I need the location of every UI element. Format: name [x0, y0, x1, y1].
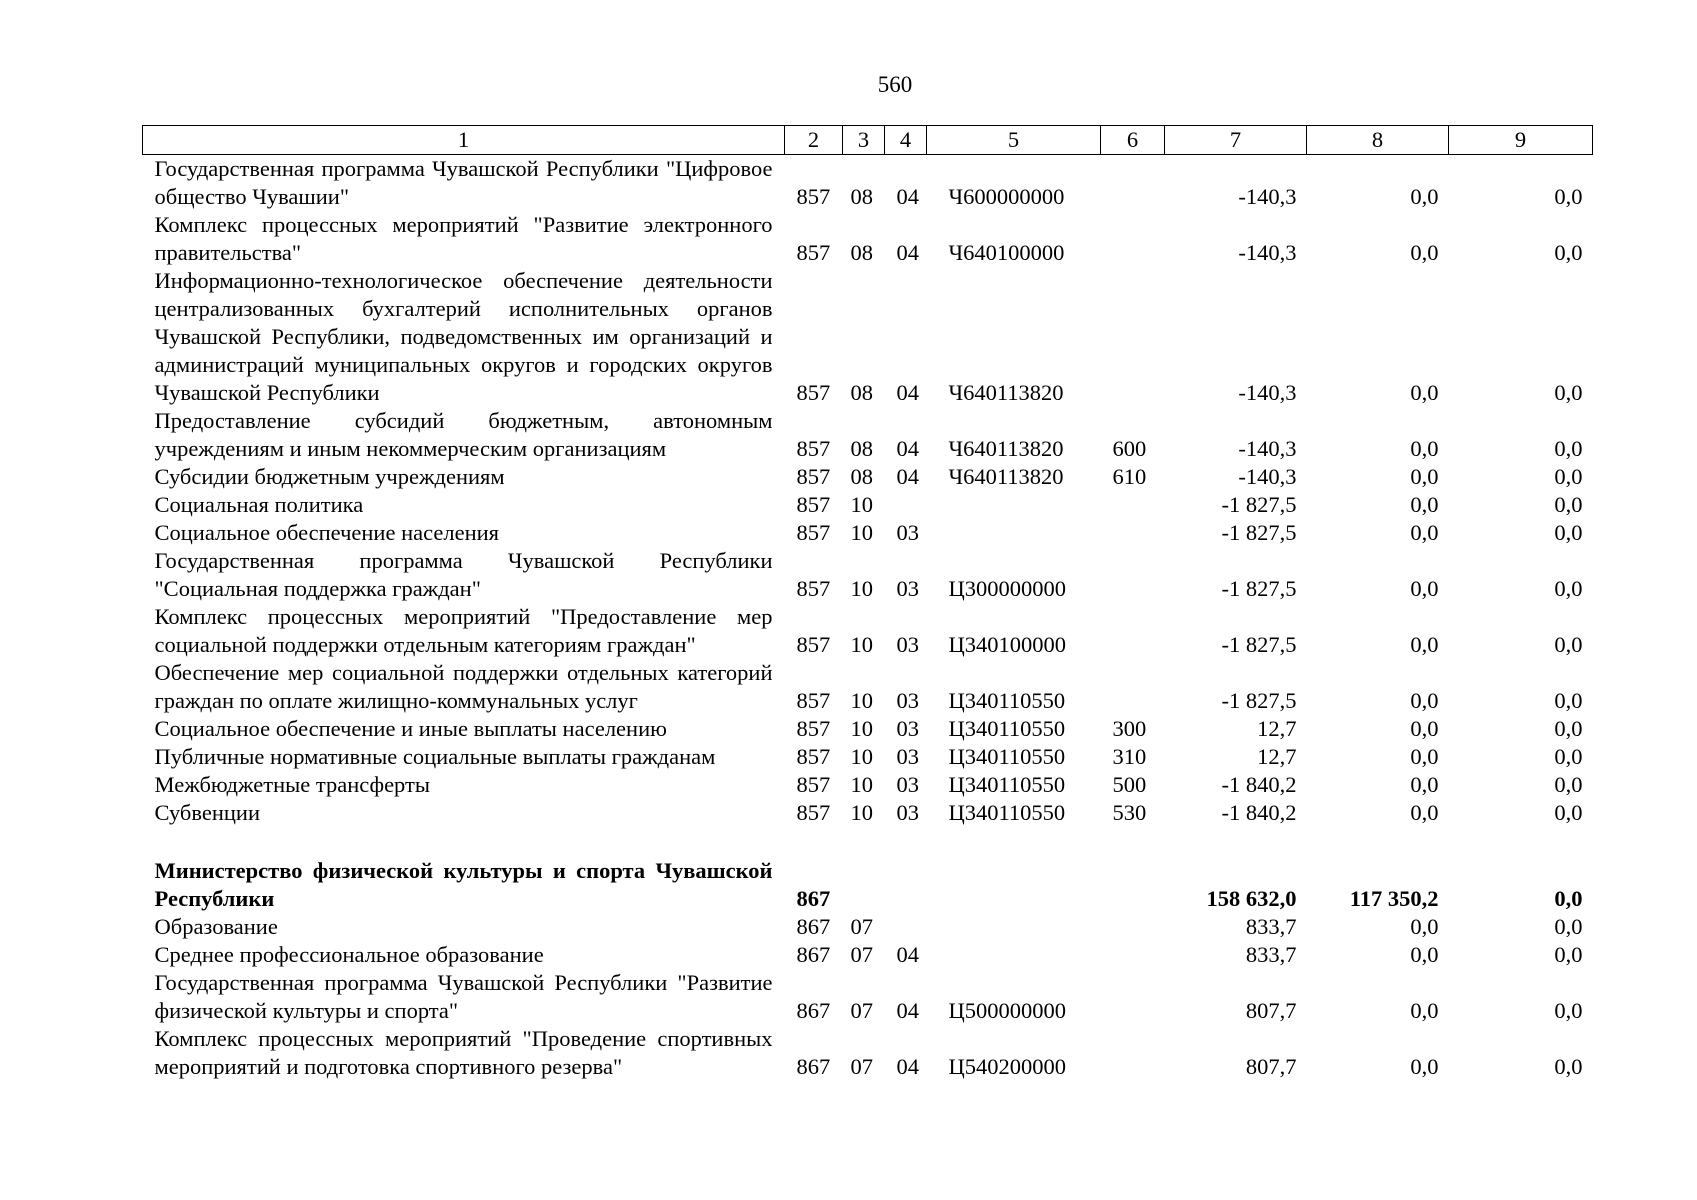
amount-col7: -1 840,2 [1221, 800, 1297, 825]
expense-type-code [1101, 941, 1165, 969]
ministry-code: 857 [796, 772, 831, 797]
section-code: 10 [850, 576, 873, 601]
section-code: 10 [850, 520, 873, 545]
table-row [143, 267, 1593, 407]
table-row [143, 519, 1593, 547]
expense-type-code [1101, 857, 1165, 913]
amount-col9: 0,0 [1554, 998, 1583, 1023]
expense-type-code [1101, 603, 1165, 659]
target-article-code: Ч640113820 [948, 464, 1064, 489]
amount-col8: 0,0 [1410, 688, 1439, 713]
ministry-code: 857 [796, 744, 831, 769]
amount-col9: 0,0 [1554, 380, 1583, 405]
table-row [143, 407, 1593, 463]
subsection-code: 03 [896, 800, 919, 825]
expense-type-code: 610 [1112, 464, 1147, 489]
target-article-code: Ц340110550 [948, 688, 1066, 713]
column-header: 2 [785, 126, 843, 155]
amount-col9: 0,0 [1554, 632, 1583, 657]
amount-col7: -1 827,5 [1221, 688, 1297, 713]
amount-col7: -140,3 [1238, 380, 1297, 405]
amount-col9: 0,0 [1554, 716, 1583, 741]
target-article-code [927, 941, 1101, 969]
table-row [143, 603, 1593, 659]
section-code: 08 [850, 240, 873, 265]
section-code: 08 [850, 436, 873, 461]
item-name: Социальная политика [154, 492, 364, 517]
table-row [143, 659, 1593, 715]
ministry-code: 857 [796, 800, 831, 825]
item-name: Предоставление субсидий бюджетным, автономным учреждениям и иным некоммерческим организациям [154, 408, 773, 461]
amount-col8: 0,0 [1410, 914, 1439, 939]
target-article-code [927, 491, 1101, 519]
page-number: 560 [877, 72, 913, 97]
item-name: Социальное обеспечение населения [154, 520, 500, 545]
section-code: 10 [850, 492, 873, 517]
target-article-code [927, 519, 1101, 547]
subsection-code: 04 [896, 380, 919, 405]
ministry-code: 867 [796, 914, 831, 939]
expense-type-code: 530 [1112, 800, 1147, 825]
item-name: Субвенции [154, 800, 260, 825]
amount-col8: 0,0 [1410, 1054, 1439, 1079]
item-name: Информационно-технологическое обеспечение деятельности централизованных бухгалтерий исполнительных органов Чувашской Республики, подведомственных им организаций и администраций муниципальных округов и городских округов Чувашской Республики [154, 268, 773, 405]
ministry-code: 857 [796, 688, 831, 713]
amount-col8: 0,0 [1410, 240, 1439, 265]
amount-col7: 807,7 [1245, 1054, 1297, 1079]
ministry-code: 867 [796, 998, 831, 1023]
expense-type-code [1101, 155, 1165, 212]
subsection-code: 04 [896, 942, 919, 967]
subsection-code: 03 [896, 632, 919, 657]
amount-col9: 0,0 [1554, 184, 1583, 209]
table-row [143, 155, 1593, 212]
amount-col9: 0,0 [1554, 240, 1583, 265]
target-article-code: Ч600000000 [948, 184, 1065, 209]
section-code: 10 [850, 688, 873, 713]
expense-type-code [1101, 267, 1165, 407]
amount-col9: 0,0 [1554, 800, 1583, 825]
spacer-cell [143, 827, 1593, 857]
ministry-code: 857 [796, 240, 831, 265]
subsection-code [885, 491, 927, 519]
amount-col9: 0,0 [1554, 914, 1583, 939]
item-name: Комплекс процессных мероприятий "Предоставление мер социальной поддержки отдельным категориям граждан" [154, 604, 773, 657]
amount-col8: 0,0 [1410, 744, 1439, 769]
section-code: 07 [850, 914, 873, 939]
item-name: Государственная программа Чувашской Республики "Развитие физической культуры и спорта" [154, 970, 773, 1023]
amount-col8: 0,0 [1410, 632, 1439, 657]
ministry-code: 857 [796, 492, 831, 517]
amount-col7: -140,3 [1238, 184, 1297, 209]
item-name: Комплекс процессных мероприятий "Проведение спортивных мероприятий и подготовка спортивного резерва" [154, 1026, 773, 1079]
table-row [143, 799, 1593, 827]
item-name: Образование [154, 914, 278, 939]
amount-col9: 0,0 [1554, 772, 1583, 797]
expense-type-code [1101, 491, 1165, 519]
ministry-code: 857 [796, 436, 831, 461]
target-article-code [927, 857, 1101, 913]
column-header: 1 [143, 126, 785, 155]
item-name: Межбюджетные трансферты [154, 772, 430, 797]
target-article-code: Ц340100000 [948, 632, 1066, 657]
column-header: 4 [885, 126, 927, 155]
target-article-code: Ч640113820 [948, 380, 1064, 405]
table-row [143, 771, 1593, 799]
section-code: 10 [850, 772, 873, 797]
amount-col9: 0,0 [1554, 886, 1583, 911]
amount-col8: 0,0 [1410, 800, 1439, 825]
amount-col8: 0,0 [1410, 184, 1439, 209]
amount-col8: 0,0 [1410, 942, 1439, 967]
ministry-code: 857 [796, 632, 831, 657]
section-code: 10 [850, 716, 873, 741]
amount-col9: 0,0 [1554, 520, 1583, 545]
amount-col7: 158 632,0 [1206, 886, 1297, 911]
amount-col8: 0,0 [1410, 520, 1439, 545]
ministry-code: 867 [796, 942, 831, 967]
table-row [143, 491, 1593, 519]
subsection-code: 03 [896, 520, 919, 545]
amount-col7: 807,7 [1245, 998, 1297, 1023]
item-name: Министерство физической культуры и спорта Чувашской Республики [154, 858, 773, 911]
table-row [143, 857, 1593, 913]
expense-type-code: 310 [1112, 744, 1147, 769]
amount-col9: 0,0 [1554, 942, 1583, 967]
subsection-code: 03 [896, 688, 919, 713]
ministry-code: 857 [796, 576, 831, 601]
expense-type-code [1101, 969, 1165, 1025]
amount-col9: 0,0 [1554, 688, 1583, 713]
ministry-code: 857 [796, 716, 831, 741]
ministry-code: 857 [796, 380, 831, 405]
ministry-code: 867 [796, 1054, 831, 1079]
ministry-code: 867 [796, 886, 831, 911]
item-name: Обеспечение мер социальной поддержки отдельных категорий граждан по оплате жилищно-коммунальных услуг [154, 660, 773, 713]
subsection-code [885, 857, 927, 913]
expense-type-code [1101, 1025, 1165, 1081]
item-name: Государственная программа Чувашской Республики "Социальная поддержка граждан" [154, 548, 773, 601]
column-header: 5 [927, 126, 1101, 155]
amount-col8: 117 350,2 [1349, 886, 1439, 911]
expense-type-code: 500 [1112, 772, 1147, 797]
subsection-code: 04 [896, 184, 919, 209]
subsection-code: 03 [896, 716, 919, 741]
target-article-code: Ч640100000 [948, 240, 1065, 265]
amount-col8: 0,0 [1410, 464, 1439, 489]
subsection-code: 03 [896, 576, 919, 601]
section-code: 10 [850, 632, 873, 657]
expense-type-code [1101, 519, 1165, 547]
item-name: Среднее профессиональное образование [154, 942, 544, 967]
table-row [143, 941, 1593, 969]
section-code: 07 [850, 1054, 873, 1079]
amount-col7: 12,7 [1257, 716, 1297, 741]
expense-type-code: 300 [1112, 716, 1147, 741]
subsection-code: 04 [896, 464, 919, 489]
amount-col7: -140,3 [1238, 240, 1297, 265]
section-code [843, 857, 885, 913]
amount-col7: 833,7 [1245, 914, 1297, 939]
table-row [143, 743, 1593, 771]
item-name: Комплекс процессных мероприятий "Развитие электронного правительства" [154, 212, 773, 265]
target-article-code: Ч640113820 [948, 436, 1064, 461]
column-number-header [143, 126, 1593, 155]
subsection-code: 04 [896, 436, 919, 461]
section-code: 07 [850, 998, 873, 1023]
expense-type-code [1101, 659, 1165, 715]
amount-col7: -1 827,5 [1221, 520, 1297, 545]
table-row [143, 913, 1593, 941]
section-code: 07 [850, 942, 873, 967]
target-article-code: Ц340110550 [948, 800, 1066, 825]
section-code: 08 [850, 464, 873, 489]
section-code: 08 [850, 184, 873, 209]
expense-type-code [1101, 211, 1165, 267]
target-article-code: Ц500000000 [948, 998, 1066, 1023]
amount-col7: -1 840,2 [1221, 772, 1297, 797]
subsection-code: 03 [896, 772, 919, 797]
table-row [143, 969, 1593, 1025]
amount-col7: -1 827,5 [1221, 576, 1297, 601]
amount-col9: 0,0 [1554, 492, 1583, 517]
expense-type-code [1101, 547, 1165, 603]
table-row [143, 1025, 1593, 1081]
section-code: 10 [850, 800, 873, 825]
amount-col7: -140,3 [1238, 464, 1297, 489]
item-name: Публичные нормативные социальные выплаты гражданам [154, 744, 716, 769]
table-row [143, 547, 1593, 603]
amount-col8: 0,0 [1410, 492, 1439, 517]
amount-col9: 0,0 [1554, 436, 1583, 461]
amount-col9: 0,0 [1554, 576, 1583, 601]
target-article-code: Ц540200000 [948, 1054, 1066, 1079]
item-name: Социальное обеспечение и иные выплаты населению [154, 716, 667, 741]
column-header: 3 [843, 126, 885, 155]
amount-col9: 0,0 [1554, 1054, 1583, 1079]
subsection-code: 04 [896, 998, 919, 1023]
amount-col8: 0,0 [1410, 380, 1439, 405]
item-name: Государственная программа Чувашской Республики "Цифровое общество Чувашии" [154, 156, 773, 209]
amount-col7: 833,7 [1245, 942, 1297, 967]
section-code: 10 [850, 744, 873, 769]
spacer-row [143, 827, 1593, 857]
amount-col7: -1 827,5 [1221, 632, 1297, 657]
amount-col8: 0,0 [1410, 998, 1439, 1023]
table-row [143, 211, 1593, 267]
amount-col7: -140,3 [1238, 436, 1297, 461]
amount-col8: 0,0 [1410, 436, 1439, 461]
column-header: 6 [1101, 126, 1165, 155]
subsection-code: 04 [896, 240, 919, 265]
target-article-code: Ц340110550 [948, 744, 1066, 769]
section-code: 08 [850, 380, 873, 405]
subsection-code [885, 913, 927, 941]
table-body [143, 155, 1593, 1082]
ministry-code: 857 [796, 184, 831, 209]
amount-col7: -1 827,5 [1221, 492, 1297, 517]
amount-col8: 0,0 [1410, 772, 1439, 797]
subsection-code: 03 [896, 744, 919, 769]
column-header: 7 [1165, 126, 1307, 155]
item-name: Субсидии бюджетным учреждениям [154, 464, 505, 489]
amount-col7: 12,7 [1257, 744, 1297, 769]
amount-col9: 0,0 [1554, 464, 1583, 489]
target-article-code: Ц340110550 [948, 716, 1066, 741]
column-header: 9 [1449, 126, 1593, 155]
ministry-code: 857 [796, 520, 831, 545]
expense-type-code [1101, 913, 1165, 941]
ministry-code: 857 [796, 464, 831, 489]
target-article-code: Ц300000000 [948, 576, 1066, 601]
amount-col8: 0,0 [1410, 576, 1439, 601]
table-row [143, 463, 1593, 491]
amount-col9: 0,0 [1554, 744, 1583, 769]
subsection-code: 04 [896, 1054, 919, 1079]
column-header: 8 [1307, 126, 1449, 155]
table-row [143, 715, 1593, 743]
budget-table [142, 125, 1593, 1081]
target-article-code: Ц340110550 [948, 772, 1066, 797]
target-article-code [927, 913, 1101, 941]
amount-col8: 0,0 [1410, 716, 1439, 741]
expense-type-code: 600 [1112, 436, 1147, 461]
